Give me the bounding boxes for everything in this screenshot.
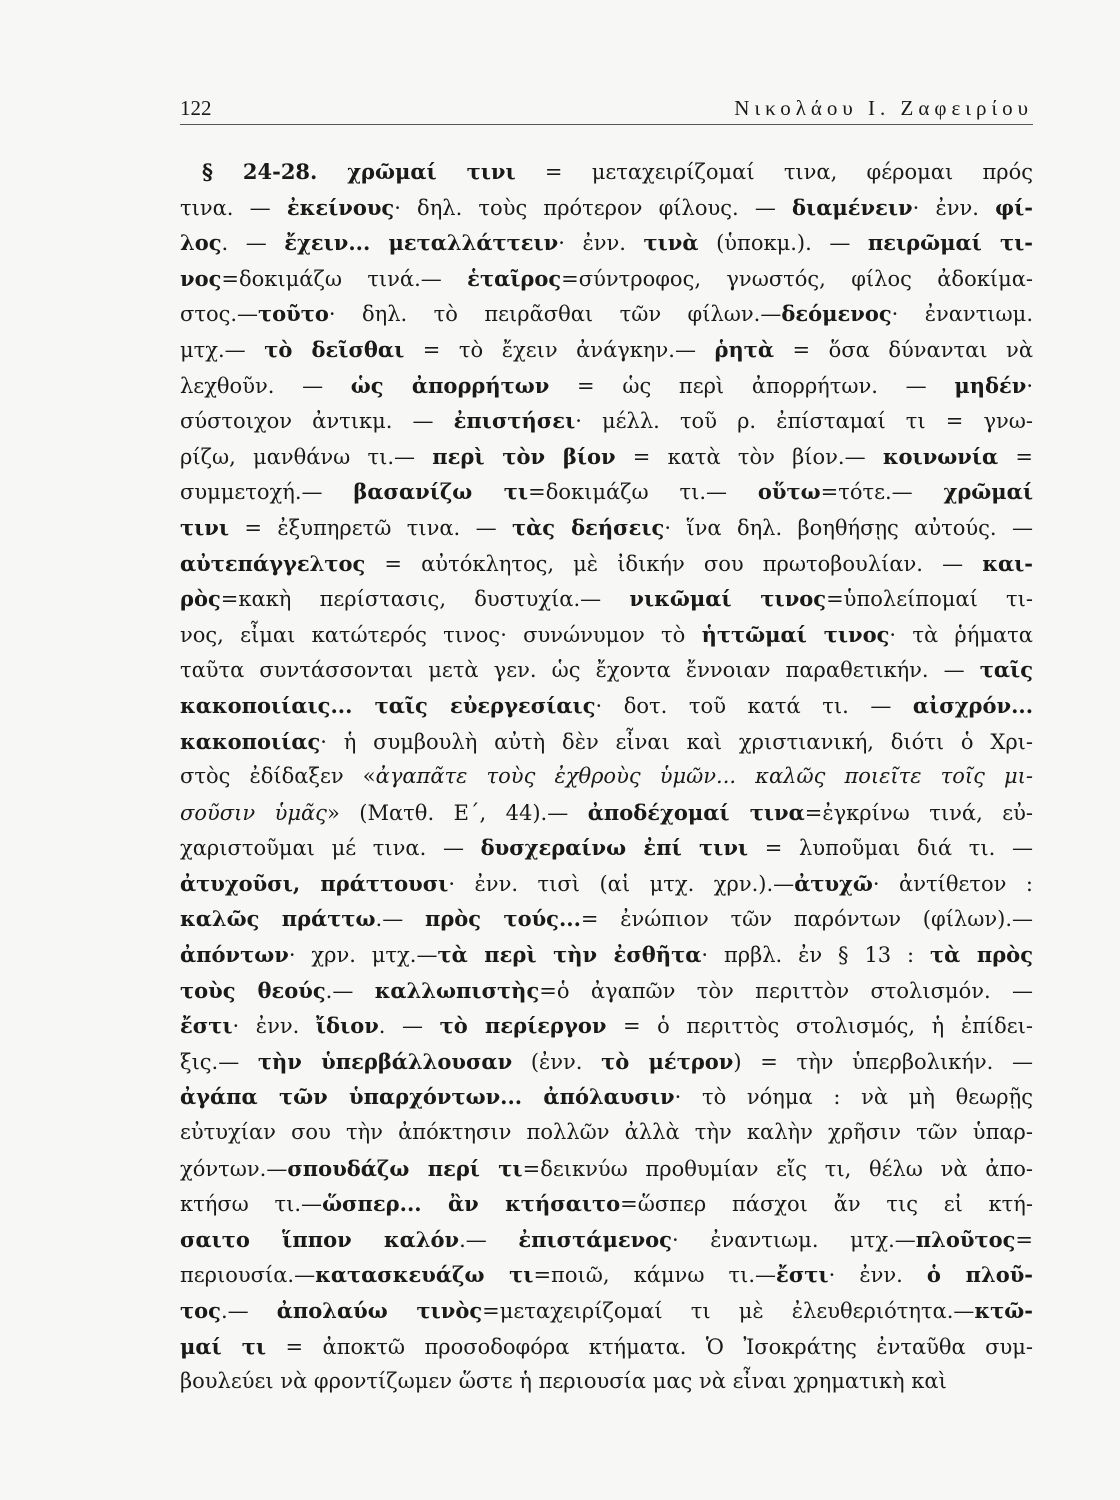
lemma-term: τὰς δεήσεις xyxy=(511,514,665,540)
text-line xyxy=(180,1186,1033,1222)
lemma-term: ὁ πλοῦ- xyxy=(926,1262,1033,1288)
gloss-text: νος, εἶμαι κατώτερός τινος· συνώνυμον τὸ xyxy=(180,622,702,647)
gloss-text: τινα. — xyxy=(180,195,287,220)
text-line xyxy=(180,901,1033,937)
gloss-text: . — xyxy=(221,231,285,256)
lemma-term: αἰσχρόν... xyxy=(912,692,1033,718)
gloss-text: · ἡ συμβουλὴ αὐτὴ δὲν εἶναι καὶ χριστιανική, διότι ὁ Χρι- xyxy=(320,729,1033,754)
text-line xyxy=(180,866,1033,902)
gloss-text: ταῦτα συντάσσονται μετὰ γεν. ὡς ἔχοντα ἔννοιαν παραθετικήν. — xyxy=(180,658,980,683)
gloss-text: · ἐνν. xyxy=(558,231,644,256)
gloss-text: ρίζω, μανθάνω τι.— xyxy=(180,444,433,469)
gloss-text: · ἵνα δηλ. βοηθήσῃς αὐτούς. — xyxy=(664,515,1033,540)
lemma-term: πειρῶμαί τι- xyxy=(867,230,1033,256)
gloss-text: = λυποῦμαι διά τι. — xyxy=(748,836,1033,861)
gloss-text: · δηλ. τὸ πειρᾶσθαι τῶν φίλων.— xyxy=(328,302,782,327)
lemma-term: σαιτο ἵππον καλόν xyxy=(180,1226,460,1252)
lemma-term: κακοποιίαις... ταῖς εὐεργεσίαις xyxy=(180,692,596,718)
lemma-term: τὸ δεῖσθαι xyxy=(264,336,405,362)
lemma-term: τὰ περὶ τὴν ἐσθῆτα xyxy=(437,942,702,968)
lemma-term: μηδέν xyxy=(954,372,1027,398)
text-line xyxy=(180,688,1033,724)
lemma-term: ταῖς xyxy=(979,657,1033,683)
text-line xyxy=(180,759,1033,795)
gloss-text: = αὐτόκλητος, μὲ ἰδικήν σου πρωτοβουλίαν. — xyxy=(365,551,983,576)
gloss-text: .— xyxy=(325,978,375,1003)
text-line xyxy=(180,1044,1033,1080)
lemma-term: και- xyxy=(982,550,1033,576)
text-line xyxy=(180,795,1033,831)
text-line xyxy=(180,1222,1033,1258)
lemma-term: § 24-28. χρῶμαί τινι xyxy=(202,159,516,184)
text-line xyxy=(180,1364,1033,1400)
lemma-term: καλῶς πράττω xyxy=(180,906,376,932)
text-line xyxy=(180,937,1033,973)
gloss-text: περιουσία.— xyxy=(180,1263,316,1288)
text-line xyxy=(180,368,1033,404)
gloss-text: · τὰ ῥήματα xyxy=(889,622,1033,647)
gloss-text: βουλεύει νὰ φροντίζωμεν ὥστε ἡ περιουσία μας νὰ εἶναι χρηματικὴ καὶ xyxy=(180,1369,947,1394)
page-number: 122 xyxy=(180,96,212,120)
lemma-term: ἡττῶμαί τινος xyxy=(701,621,890,647)
text-line xyxy=(180,830,1033,866)
text-line xyxy=(180,190,1033,226)
gloss-text: (ὑποκμ.). — xyxy=(698,231,868,256)
text-line xyxy=(180,1293,1033,1329)
gloss-text: · δοτ. τοῦ κατά τι. — xyxy=(595,693,913,718)
text-line xyxy=(180,154,1033,190)
lemma-term: ἔστι xyxy=(180,1013,233,1039)
gloss-text: =ἐγκρίνω τινά, εὐ- xyxy=(804,800,1033,825)
gloss-text: κτήσω τι.— xyxy=(180,1192,323,1217)
lemma-term: τὰ πρὸς xyxy=(930,942,1033,968)
lemma-term: τὸ μέτρον xyxy=(601,1048,734,1074)
gloss-text: =δοκιμάζω τι.— xyxy=(528,480,758,505)
quotation: ἀγαπᾶτε τοὺς ἐχθροὺς ὑμῶν... καλῶς ποιεῖτε τοῖς μι- xyxy=(375,764,1033,789)
lemma-term: περὶ τὸν βίον xyxy=(432,443,616,469)
lemma-term: ἀγάπα τῶν ὑπαρχόντων... ἀπόλαυσιν xyxy=(180,1084,675,1110)
lemma-term: κακοποιίας xyxy=(180,728,321,754)
gloss-text: = xyxy=(998,444,1033,469)
lemma-term: ῥητὰ xyxy=(714,336,775,362)
page-header xyxy=(180,96,1033,121)
lemma-term: καλλωπιστὴς xyxy=(374,977,540,1003)
gloss-text: · δηλ. τοὺς πρότερον φίλους. — xyxy=(394,195,793,220)
lemma-term: ἐκείνους xyxy=(286,194,395,220)
text-line xyxy=(180,546,1033,582)
gloss-text: χόντων.— xyxy=(180,1156,288,1181)
text-line xyxy=(180,617,1033,653)
gloss-text: » (Ματθ. Ε΄, 44).— xyxy=(326,800,588,825)
header-rule xyxy=(180,124,1033,125)
gloss-text: σύστοιχον ἀντικμ. — xyxy=(180,409,454,434)
gloss-text: χαριστοῦμαι μέ τινα. — xyxy=(180,836,481,861)
gloss-text: =ὁ ἀγαπῶν τὸν περιττὸν στολισμόν. — xyxy=(539,978,1033,1003)
text-line xyxy=(180,973,1033,1009)
gloss-text: =ποιῶ, κάμνω τι.— xyxy=(533,1263,777,1288)
lemma-term: τος xyxy=(180,1298,221,1323)
running-head: Νικολάου Ι. Ζαφειρίου xyxy=(734,96,1033,120)
gloss-text: = ὁ περιττὸς στολισμός, ἡ ἐπίδει- xyxy=(606,1014,1033,1039)
text-line xyxy=(180,724,1033,760)
gloss-text: στος.— xyxy=(180,302,259,327)
lemma-term: κοινωνία xyxy=(882,443,999,469)
gloss-text: =δεικνύω προθυμίαν εἴς τι, θέλω νὰ ἀπο- xyxy=(522,1156,1033,1181)
gloss-text: .— xyxy=(220,1299,277,1323)
lemma-term: μαί τι xyxy=(180,1333,267,1359)
lemma-term: πλοῦτος xyxy=(915,1226,1016,1252)
gloss-text: .— xyxy=(459,1227,519,1252)
lemma-term: δυσχεραίνω ἐπί τινι xyxy=(480,835,749,861)
gloss-text: · μέλλ. τοῦ ρ. ἐπίσταμαί τι = γνω- xyxy=(575,409,1033,434)
text-line xyxy=(180,510,1033,546)
gloss-text: · χρν. μτχ.— xyxy=(288,943,438,968)
gloss-text: . — xyxy=(378,1014,440,1039)
text-line xyxy=(180,439,1033,475)
gloss-text: λεχθοῦν. — xyxy=(180,373,351,398)
gloss-text: =ὑπολείπομαί τι- xyxy=(826,587,1033,612)
text-line xyxy=(180,1079,1033,1115)
gloss-text: = μεταχειρίζομαί τινα, φέρομαι πρός xyxy=(515,160,1033,184)
lemma-term: ἔστι xyxy=(776,1262,829,1288)
gloss-text: = κατὰ τὸν βίον.— xyxy=(615,444,883,469)
text-line xyxy=(180,403,1033,439)
gloss-text: · ἐνν. xyxy=(232,1014,316,1039)
lemma-term: τινὰ xyxy=(643,230,699,256)
lemma-term: σπουδάζω περί τι xyxy=(287,1155,523,1181)
lemma-term: τοῦτο xyxy=(258,301,329,327)
gloss-text: · πρβλ. ἐν § 13 : xyxy=(701,943,931,968)
gloss-text: στὸς ἐδίδαξεν « xyxy=(180,764,376,789)
text-line xyxy=(180,261,1033,297)
text-line xyxy=(180,652,1033,688)
text-line xyxy=(180,332,1033,368)
lemma-term: οὕτω xyxy=(757,479,821,505)
lemma-term: ὥσπερ... ἂν κτήσαιτο xyxy=(322,1191,621,1217)
gloss-text: · ἐνν. xyxy=(828,1263,927,1288)
lemma-term: λος xyxy=(180,230,222,256)
lemma-term: κατασκευάζω τι xyxy=(315,1262,534,1288)
gloss-text: = ὡς περὶ ἀπορρήτων. — xyxy=(549,373,955,398)
gloss-text: · ἀντίθετον : xyxy=(872,871,1033,896)
lemma-term: κτῶ- xyxy=(974,1298,1033,1323)
gloss-text: = ὅσα δύνανται νὰ xyxy=(774,337,1033,362)
lemma-term: τὸ περίεργον xyxy=(439,1013,607,1039)
lemma-term: ἐπιστήσει xyxy=(453,408,576,434)
gloss-text: · τὸ νόημα : νὰ μὴ θεωρῇς xyxy=(674,1085,1033,1110)
lemma-term: ἴδιον xyxy=(315,1013,379,1039)
lemma-term: ἑταῖρος xyxy=(467,265,562,291)
quotation: σοῦσιν ὑμᾶς xyxy=(180,800,327,825)
gloss-text: εὐτυχίαν σου τὴν ἀπόκτησιν πολλῶν ἀλλὰ τὴν καλὴν χρῆσιν τῶν ὑπαρ- xyxy=(180,1120,1033,1145)
lemma-term: ἀτυχῶ xyxy=(794,870,873,896)
text-line xyxy=(180,1151,1033,1187)
gloss-text: = xyxy=(1015,1227,1033,1252)
lemma-term: διαμένειν xyxy=(792,194,913,220)
gloss-text: συμμετοχή.— xyxy=(180,480,354,505)
text-line xyxy=(180,1115,1033,1151)
lemma-term: τοὺς θεούς xyxy=(180,977,326,1003)
lemma-term: νικῶμαί τινος xyxy=(629,586,827,612)
gloss-text: · ἐνν. xyxy=(912,195,996,220)
text-line xyxy=(180,1329,1033,1365)
lemma-term: ἀτυχοῦσι, πράττουσι xyxy=(180,870,449,896)
text-line xyxy=(180,225,1033,261)
gloss-text: =τότε.— xyxy=(820,480,944,505)
gloss-text: .— xyxy=(375,907,425,932)
gloss-text: · ἐναντιωμ. μτχ.— xyxy=(671,1227,916,1252)
lemma-term: αὐτεπάγγελτος xyxy=(180,550,366,576)
gloss-text: =κακὴ περίστασις, δυστυχία.— xyxy=(220,587,630,612)
text-line xyxy=(180,1257,1033,1293)
text-line xyxy=(180,474,1033,510)
gloss-text: · ἐνν. τισὶ (αἱ μτχ. χρν.).— xyxy=(448,871,795,896)
gloss-text: =δοκιμάζω τινά.— xyxy=(221,266,468,291)
text-line xyxy=(180,1008,1033,1044)
lemma-term: ἀπολαύω τινὸς xyxy=(276,1298,483,1323)
lemma-term: τὴν ὑπερβάλλουσαν xyxy=(257,1048,513,1074)
lemma-term: νος xyxy=(180,265,222,291)
text-line xyxy=(180,296,1033,332)
lemma-term: χρῶμαί xyxy=(943,479,1033,505)
gloss-text: = ἐνώπιον τῶν παρόντων (φίλων).— xyxy=(580,907,1033,932)
lemma-term: τινι xyxy=(180,514,230,540)
lemma-term: ἀποδέχομαί τινα xyxy=(587,799,805,825)
lemma-term: πρὸς τούς... xyxy=(424,906,581,932)
gloss-text: = ἐξυπηρετῶ τινα. — xyxy=(229,515,512,540)
gloss-text: =σύντροφος, γνωστός, φίλος ἀδοκίμα- xyxy=(561,266,1033,291)
gloss-text: =μεταχειρίζομαί τι μὲ ἐλευθεριότητα.— xyxy=(482,1299,975,1323)
gloss-text: = τὸ ἔχειν ἀνάγκην.— xyxy=(404,337,715,362)
gloss-text: ) = τὴν ὑπερβολικήν. — xyxy=(733,1049,1033,1074)
lemma-term: ἀπόντων xyxy=(180,942,289,968)
gloss-text: · ἐναντιωμ. xyxy=(891,302,1033,327)
text-line xyxy=(180,581,1033,617)
gloss-text: μτχ.— xyxy=(180,337,265,362)
lemma-term: ρὸς xyxy=(180,586,221,612)
lemma-term: φί- xyxy=(995,194,1033,220)
commentary-text xyxy=(180,154,1033,1400)
lemma-term: ἔχειν... μεταλλάττειν xyxy=(284,230,559,256)
lemma-term: δεόμενος xyxy=(781,301,892,327)
gloss-text: =ὥσπερ πάσχοι ἄν τις εἰ κτή- xyxy=(620,1192,1033,1217)
gloss-text: = ἀποκτῶ προσοδοφόρα κτήματα. Ὁ Ἰσοκράτης ἐνταῦθα συμ- xyxy=(266,1334,1033,1359)
lemma-term: ὡς ἀπορρήτων xyxy=(350,372,550,398)
lemma-term: ἐπιστάμενος xyxy=(518,1226,672,1252)
gloss-text: ξις.— xyxy=(180,1049,258,1074)
lemma-term: βασανίζω τι xyxy=(353,479,529,505)
gloss-text: · xyxy=(1026,373,1033,398)
gloss-text: (ἐνν. xyxy=(512,1049,602,1074)
